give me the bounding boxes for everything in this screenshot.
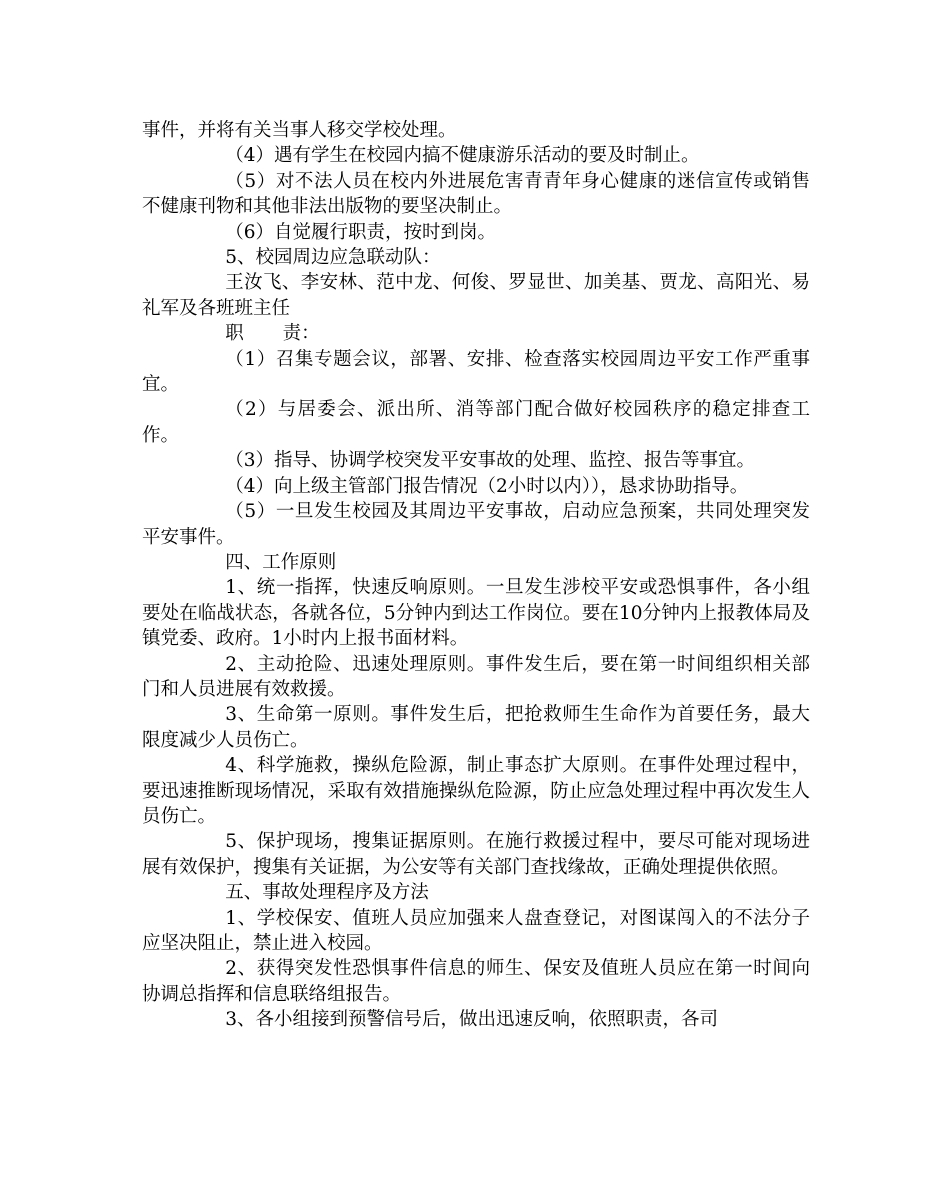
paragraph-duty-3: （3）指导、协调学校突发平安事故的处理、监控、报告等事宜。 xyxy=(225,450,756,472)
paragraph-principle-2: 2、主动抢险、迅速处理原则。事件发生后，要在第一时间组织相关部门和人员进展有效救援。 xyxy=(142,653,810,700)
paragraph-continuation: 事件，并将有关当事人移交学校处理。 xyxy=(142,120,457,141)
paragraph-item-5: （5）对不法人员在校内外进展危害青青年身心健康的迷信宣传或销售不健康刊物和其他非法出版物的要坚决制止。 xyxy=(142,170,810,218)
section-heading-principles: 四、工作原则 xyxy=(225,551,337,573)
paragraph-principle-4: 4、科学施救，操纵危险源，制止事态扩大原则。在事件处理过程中，要迅速推断现场情况，采取有效措施操纵危险源，防止应急处理过程中再次发生人员伤亡。 xyxy=(142,755,810,827)
paragraph-duty-4: （4）向上级主管部门报告情况（2小时以内）），恳求协助指导。 xyxy=(225,475,749,497)
paragraph-procedure-2: 2、获得突发性恐惧事件信息的师生、保安及值班人员应在第一时间向协调总指挥和信息联络组报告。 xyxy=(142,958,810,1005)
paragraph-procedure-3: 3、各小组接到预警信号后，做出迅速反响，依照职责，各司 xyxy=(225,1009,719,1031)
section-heading-procedures: 五、事故处理程序及方法 xyxy=(225,882,429,904)
duties-label-part-1: 职 xyxy=(225,323,244,345)
paragraph-item-4: （4）遇有学生在校园内搞不健康游乐活动的要及时制止。 xyxy=(225,145,700,167)
paragraph-procedure-1: 1、学校保安、值班人员应加强来人盘查登记，对图谋闯入的不法分子应坚决阻止，禁止进入校园。 xyxy=(142,907,810,954)
paragraph-principle-3: 3、生命第一原则。事件发生后，把抢救师生生命作为首要任务，最大限度减少人员伤亡。 xyxy=(142,704,810,751)
section-heading-linkage-team: 5、校园周边应急联动队： xyxy=(225,247,441,269)
paragraph-principle-1: 1、统一指挥，快速反响原则。一旦发生涉校平安或恐惧事件，各小组要处在临战状态，各就各位，5分钟内到达工作岗位。要在10分钟内上报教体局及镇党委、政府。1小时内上报书面材料。 xyxy=(142,577,810,650)
paragraph-principle-5: 5、保护现场，搜集证据原则。在施行救援过程中，要尽可能对现场进展有效保护，搜集有关证据，为公安等有关部门查找缘故，正确处理提供依照。 xyxy=(142,831,810,878)
paragraph-duty-2: （2）与居委会、派出所、消等部门配合做好校园秩序的稳定排查工作。 xyxy=(142,399,810,446)
duties-label xyxy=(142,321,810,346)
member-names: 王汝飞、李安林、范中龙、何俊、罗显世、加美基、贾龙、高阳光、易礼军及各班班主任 xyxy=(142,272,810,319)
document-page xyxy=(142,118,810,1033)
paragraph-duty-5: （5）一旦发生校园及其周边平安事故，启动应急预案，共同处理突发平安事件。 xyxy=(142,501,810,548)
paragraph-item-6: （6）自觉履行职责，按时到岗。 xyxy=(225,221,497,243)
paragraph-duty-1: （1）召集专题会议，部署、安排、检查落实校园周边平安工作严重事宜。 xyxy=(142,348,810,396)
duties-label-part-2: 责： xyxy=(282,323,320,345)
